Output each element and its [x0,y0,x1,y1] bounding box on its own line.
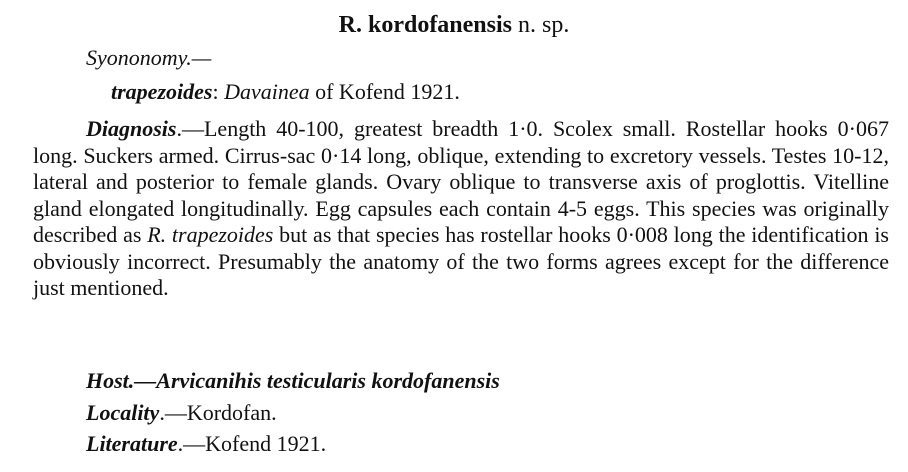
synonym-citation: of Kofend 1921. [309,79,460,104]
heading-suffix: n. sp. [518,12,570,38]
diagnosis-text-part1: .—Length 40-100, greatest breadth 1·0. Scolex small. Rostellar hooks 0·067 long. Suckers armed. Cirrus-sac 0·14 long, oblique, extending to excretory vessels. Testes 10-12, lateral and posterior to female glands. Ovary oblique to transverse axis of proglottis. Vitelline gland elongated longitudinally. Egg capsules each contain 4-5 eggs. This species was originally described as [33,116,889,247]
synonymy-entry [111,78,460,106]
host-value: —Arvicanihis testicularis kordofanensis [134,368,500,393]
synonym-genus: Davainea [224,79,310,104]
literature-value: .—Kofend 1921. [177,431,327,456]
locality-value: .—Kordofan. [159,400,277,425]
host-label: Host. [86,368,135,393]
host-line [86,367,500,395]
diagnosis-paragraph [33,116,889,302]
synonym-species: trapezoides [111,79,213,104]
locality-label: Locality [86,400,160,425]
diagnosis-ref-species: R. trapezoides [147,222,274,247]
species-heading [0,10,908,40]
locality-line [86,399,277,427]
synonym-separator: : [212,79,225,104]
literature-line [86,430,326,458]
diagnosis-text-part2: but as that species has rostellar hooks 0·008 long the identification is obviously incorrect. Presumably the anatomy of the two forms agrees except for the difference just mentioned. [33,222,889,300]
diagnosis-label: Diagnosis [86,116,177,141]
synonymy-label: Syononomy.— [86,45,212,70]
heading-species: kordofanensis [367,12,513,38]
literature-label: Literature [86,431,178,456]
heading-genus: R. [338,12,362,38]
synonymy-heading [86,44,211,72]
